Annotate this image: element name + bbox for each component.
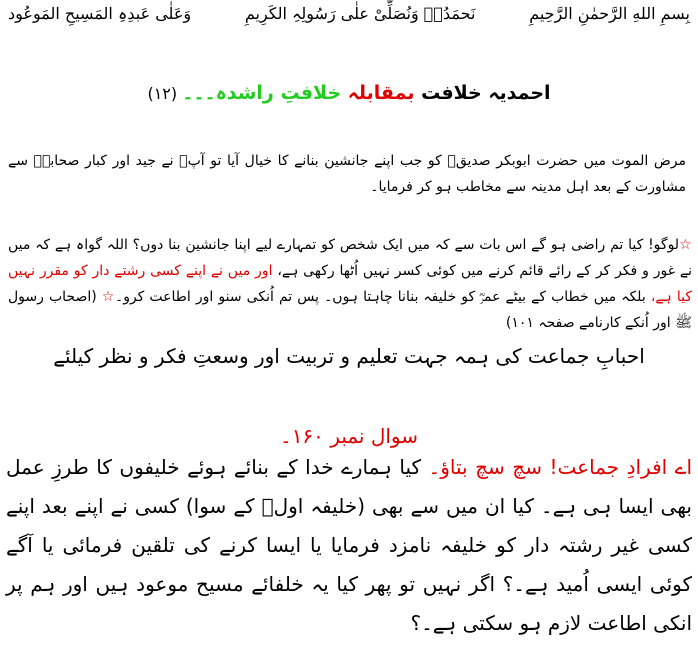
quote-paragraph [8, 232, 692, 336]
page-title [0, 82, 698, 104]
bismillah-header [8, 4, 690, 34]
masih-text: وَعَلٰی عَبدِہِ المَسِیحِ المَوعُود [8, 4, 192, 23]
star-open-icon: ☆ [679, 237, 692, 253]
quote-citation: (اصحاب رسول ﷺ اور اُنکے کارنامے صفحہ ۱۰۱) [8, 289, 692, 331]
subtitle: احبابِ جماعت کی ہمہ جہت تعلیم و تربیت اور وسعتِ فکر و نظر کیلئے [53, 344, 645, 368]
title-part-green: خلافتِ راشدہ۔۔۔ [182, 82, 348, 104]
question-body: کیا ہمارے خدا کے بنائے ہوئے خلیفوں کا طرزِ عمل بھی ایسا ہی ہے۔ کیا ان میں سے بھی (خلیفہ اولؓ کے سوا) کسی نے اپنے بعد اپنے کسی غیر رشتہ دار کو خلیفہ نامزد فرمایا یا ایسا کرنے کی تلقین فرمائی یا آگے کوئی ایسی اُمید ہے۔؟ اگر نہیں تو پھر کیا یہ خلفائے مسیح موعود ہیں اور ہم پر انکی اطاعت لازم ہو سکتی ہے۔؟ [6, 455, 692, 635]
intro-paragraph: مرض الموت میں حضرت ابوبکر صدیقؓ کو جب اپنے جانشین بنانے کا خیال آیا تو آپؓ نے جید اور کبار صحابہؓ سے مشاورت کے بعد اہل مدینہ سے مخاطب ہو کر فرمایا۔ [8, 153, 686, 195]
quote-text-highlight: اور میں نے اپنے کسی رشتے دار کو مقرر نہیں کیا ہے، [8, 263, 692, 305]
quote-text-a: لوگو! کیا تم راضی ہو گے اس بات سے کہ میں ایک شخص کو تمہارے لیے اپنا جانشین بنا دوں؟ اللہ گواہ ہے کہ میں نے غور و فکر کر کے رائے قائم کرنے میں کوئی کسر نہیں اُٹھا رکھی ہے، [8, 237, 692, 279]
bismillah-text: بِسمِ اللهِ الرَّحمٰنِ الرَّحِیمِ [529, 4, 690, 23]
question-heading: سوال نمبر ۱۶۰۔ [279, 424, 419, 448]
title-part-black: احمدیہ خلافت [421, 82, 551, 104]
title-part-red: بمقابلہ [347, 82, 422, 104]
salutation-text: نَحمَدُہٗ وَنُصَلِّیْ علٰی رَسُولِہِ الکَرِیمِ [244, 4, 476, 23]
star-close-icon: ☆ [101, 289, 115, 305]
quote-text-b: بلکہ میں خطاب کے بیٹے عمرؓ کو خلیفہ بنانا چاہتا ہوں۔ پس تم اُنکی سنو اور اطاعت کرو۔ [114, 289, 651, 305]
title-number: (۱۲) [147, 84, 183, 103]
question-paragraph [6, 448, 692, 643]
question-lead: اے افرادِ جماعت! سچ سچ بتاؤ۔ [428, 455, 692, 479]
